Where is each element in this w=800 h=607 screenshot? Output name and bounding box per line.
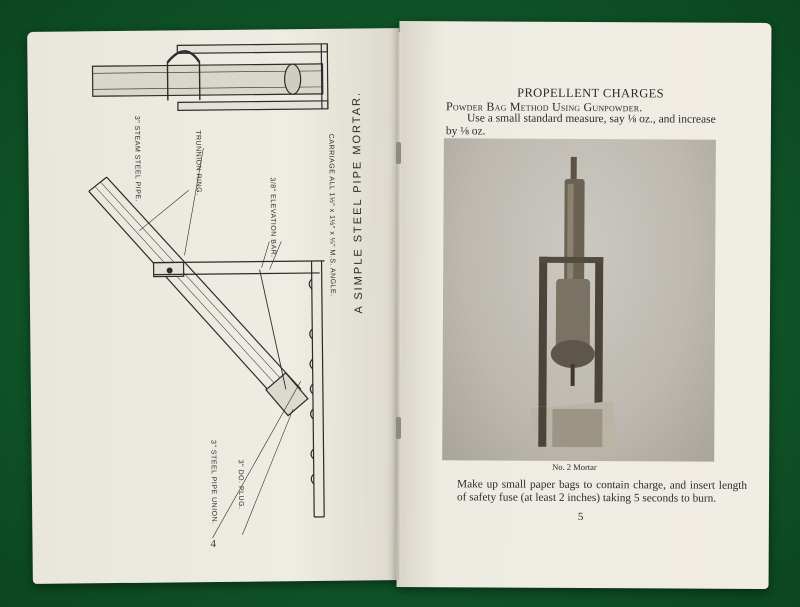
label-pipe-union: 3" STEEL PIPE UNION. bbox=[209, 440, 218, 525]
label-plug: 3" DO. PLUG. bbox=[236, 459, 245, 510]
section-heading: PROPELLENT CHARGES bbox=[517, 85, 665, 101]
label-trunnion-ring: TRUNNION RING. bbox=[194, 130, 202, 196]
left-page bbox=[27, 28, 405, 584]
page-number-right: 5 bbox=[577, 510, 584, 523]
instruction-paragraph: Make up small paper bags to contain charge, and insert length of safety fuse (at least 2 inches) taking 5 seconds to burn. bbox=[456, 478, 748, 505]
staple-top bbox=[396, 142, 401, 164]
booklet-spine bbox=[397, 32, 401, 580]
mortar-photo-illustration bbox=[442, 138, 716, 461]
staple-bottom bbox=[396, 417, 401, 439]
open-booklet bbox=[30, 22, 770, 588]
photo-caption: No. 2 Mortar bbox=[552, 461, 597, 473]
mortar-photo bbox=[442, 138, 716, 461]
diagram-title: A SIMPLE STEEL PIPE MORTAR. bbox=[350, 90, 366, 314]
instruction-line-1: Use a small standard measure, say ⅛ oz., and increase bbox=[466, 112, 716, 126]
label-carriage: CARRIAGE ALL 1½" x 1½" x ¼" M.S. ANGLE. bbox=[327, 133, 336, 297]
label-steam-pipe: 3" STEAM STEEL PIPE. bbox=[133, 115, 141, 202]
label-elevation-bar: 3/8" ELEVATION BAR. bbox=[268, 177, 277, 258]
instruction-line-2: by ⅛ oz. bbox=[445, 125, 486, 138]
section-subheading: Powder Bag Method Using Gunpowder. bbox=[446, 99, 643, 115]
right-page bbox=[397, 21, 772, 589]
page-number-left: 4 bbox=[210, 538, 217, 551]
